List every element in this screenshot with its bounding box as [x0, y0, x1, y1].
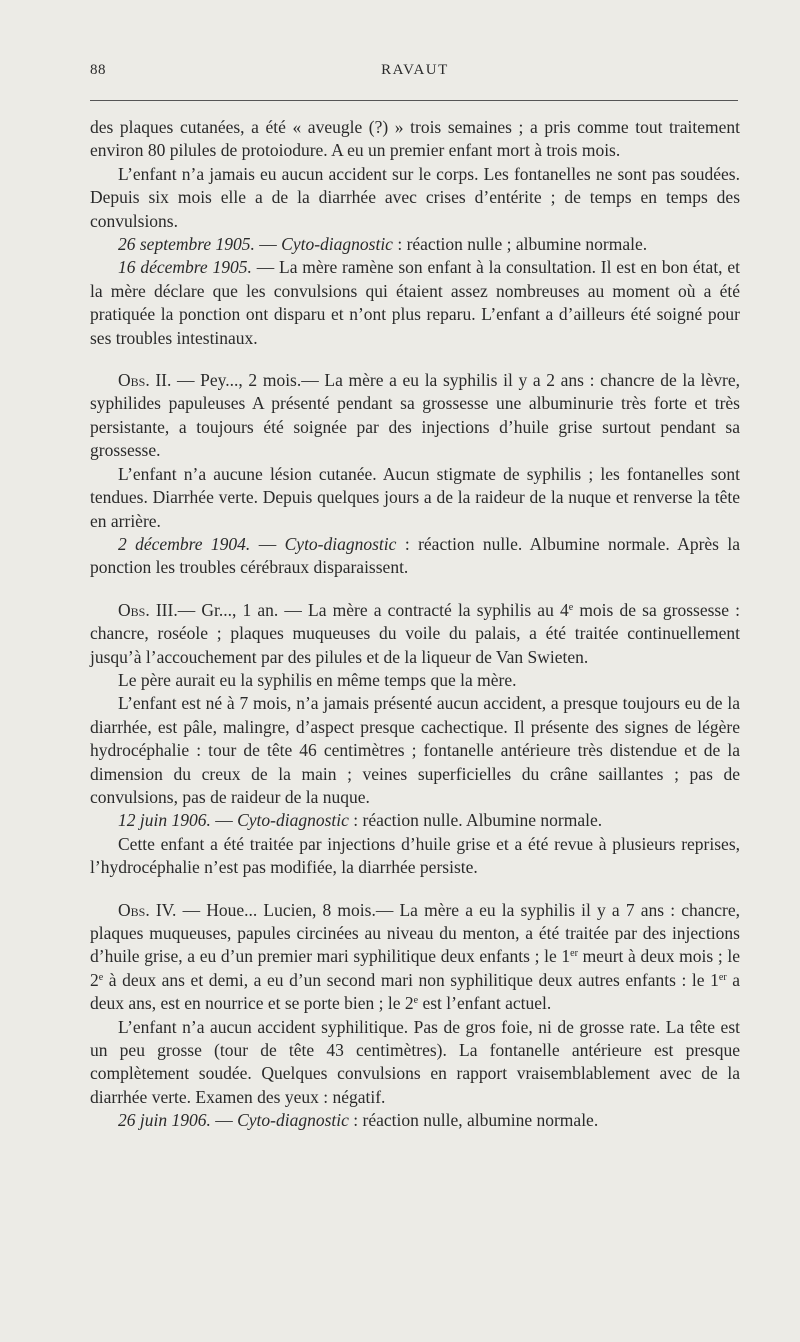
paragraph-3 [90, 233, 740, 256]
obs-label: Obs. IV. [118, 899, 177, 920]
paragraph-11 [90, 809, 740, 832]
paragraph-2: L’enfant n’a jamais eu aucun accident sur le corps. Les fontanelles ne sont pas soudées. Depuis six mois elle a de la diarrhée avec crises d’entérite ; de temps en temps des convulsions. [90, 163, 740, 231]
paragraph-text: a deux ans, est en nourrice et se porte bien ; le 2 [90, 969, 740, 1014]
date-entry: 2 décembre 1904. [118, 533, 251, 554]
observation-2 [90, 369, 740, 463]
paragraph-text: est l’enfant actuel. [418, 993, 552, 1014]
paragraph-text: : réaction nulle ; albumine normale. [392, 234, 648, 255]
date-entry: 16 décembre 1905. [118, 257, 252, 278]
separator: — [254, 234, 282, 255]
observation-3 [90, 599, 740, 669]
paragraph-15 [90, 1109, 740, 1132]
paragraph-text: — Gr..., 1 an. — La mère a contracté la syphilis au 4 [177, 599, 569, 620]
obs-label: Obs. III. [118, 599, 178, 620]
superscript: er [570, 948, 578, 960]
paragraph-14: L’enfant n’a aucun accident syphilitique. Pas de gros foie, ni de grosse rate. La tête est un peu grosse (tour de tête 43 centimètres). La fontanelle antérieure est presque complètement soudée. Quelques convulsions en rapport vraisemblablement avec de la diarrhée verte. Examen des yeux : négatif. [90, 1016, 740, 1107]
paragraph-12: Cette enfant a été traitée par injections d’huile grise et a été revue à plusieurs reprises, l’hydrocéphalie n’est pas modifiée, la diarrhée persiste. [90, 833, 740, 878]
superscript: er [718, 971, 727, 983]
date-entry: 12 juin 1906. [118, 810, 211, 831]
paragraph-text: mois de sa grossesse : chancre, roséole ; plaques muqueuses du voile du palais, a été traitée continuellement jusqu’à l’accouchement par des pilules et de la liqueur de Van Swieten. [90, 599, 740, 667]
paragraph-text: — Houe... Lucien, 8 mois.— La mère a eu la syphilis il y a 7 ans : chancre, plaques muqueuses, papules circinées au niveau du menton, a été traitée par des injections d’huile grise, a eu d’un premier mari syphilitique deux enfants ; le 1 [90, 899, 740, 967]
page-body [90, 116, 740, 1133]
cyto-label: Cyto-diagnostic [284, 533, 397, 554]
superscript: e [568, 601, 574, 613]
date-entry: 26 juin 1906. [118, 1110, 211, 1131]
cyto-label: Cyto-diagnostic [237, 810, 349, 831]
paragraph-text: — Pey..., 2 mois.— La mère a eu la syphilis il y a 2 ans : chancre de la lèvre, syphilides papuleuses A présenté pendant sa grossesse une albuminurie très forte et très persistante, a toujours été soignée par des injections d’huile grise surtout pendant sa grossesse. [90, 370, 740, 461]
paragraph-1: des plaques cutanées, a été « aveugle (?) » trois semaines ; a pris comme tout traitement environ 80 pilules de protoiodure. A eu un premier enfant mort à trois mois. [90, 117, 740, 161]
paragraph-text: : réaction nulle. Albumine normale. [348, 810, 603, 831]
running-head: RAVAUT [381, 62, 449, 78]
separator: — [250, 533, 285, 554]
separator: — [210, 1110, 238, 1131]
paragraph-6: L’enfant n’a aucune lésion cutanée. Aucun stigmate de syphilis ; les fontanelles sont tendues. Diarrhée verte. Depuis quelques jours a de la raideur de la nuque et renverse la tête en arrière. [90, 463, 740, 531]
date-entry: 26 septembre 1905. [118, 234, 255, 255]
paragraph-4 [90, 256, 740, 350]
page-header [90, 62, 740, 84]
cyto-label: Cyto-diagnostic [281, 234, 393, 255]
superscript: e [413, 995, 419, 1007]
page-number: 88 [90, 62, 106, 78]
paragraph-text: à deux ans et demi, a eu d’un second mari non syphilitique deux autres enfants : le 1 [103, 969, 719, 990]
observation-4 [90, 899, 740, 1016]
paragraph-text: : réaction nulle, albumine normale. [348, 1110, 599, 1131]
separator: — [210, 810, 238, 831]
paragraph-7 [90, 533, 740, 580]
paragraph-9: Le père aurait eu la syphilis en même temps que la mère. [118, 669, 517, 690]
superscript: e [98, 971, 104, 983]
paragraph-text: — La mère ramène son enfant à la consultation. Il est en bon état, et la mère déclare que les convulsions qui étaient assez nombreuses au moment où a été pratiquée la ponction ont disparu et n’ont plus reparu. L’enfant a d’ailleurs été soigné pour ses troubles intestinaux. [90, 257, 740, 348]
obs-label: Obs. II. [118, 370, 172, 391]
cyto-label: Cyto-diagnostic [237, 1110, 349, 1131]
header-rule [90, 100, 738, 101]
paragraph-10: L’enfant est né à 7 mois, n’a jamais présenté aucun accident, a presque toujours eu de la diarrhée, est pâle, malingre, d’aspect presque cachectique. Il présente des signes de légère hydrocéphalie : tour de tête 46 centimètres ; fontanelle antérieure très distendue et de la dimension du creux de la main ; veines superficielles du crâne saillantes ; pas de convulsions, pas de raideur de la nuque. [90, 693, 740, 807]
paragraph-text: meurt à deux mois ; le 2 [90, 946, 740, 990]
paragraph-text: : réaction nulle. Albumine normale. Après la ponction les troubles cérébraux disparaissent. [90, 533, 741, 578]
